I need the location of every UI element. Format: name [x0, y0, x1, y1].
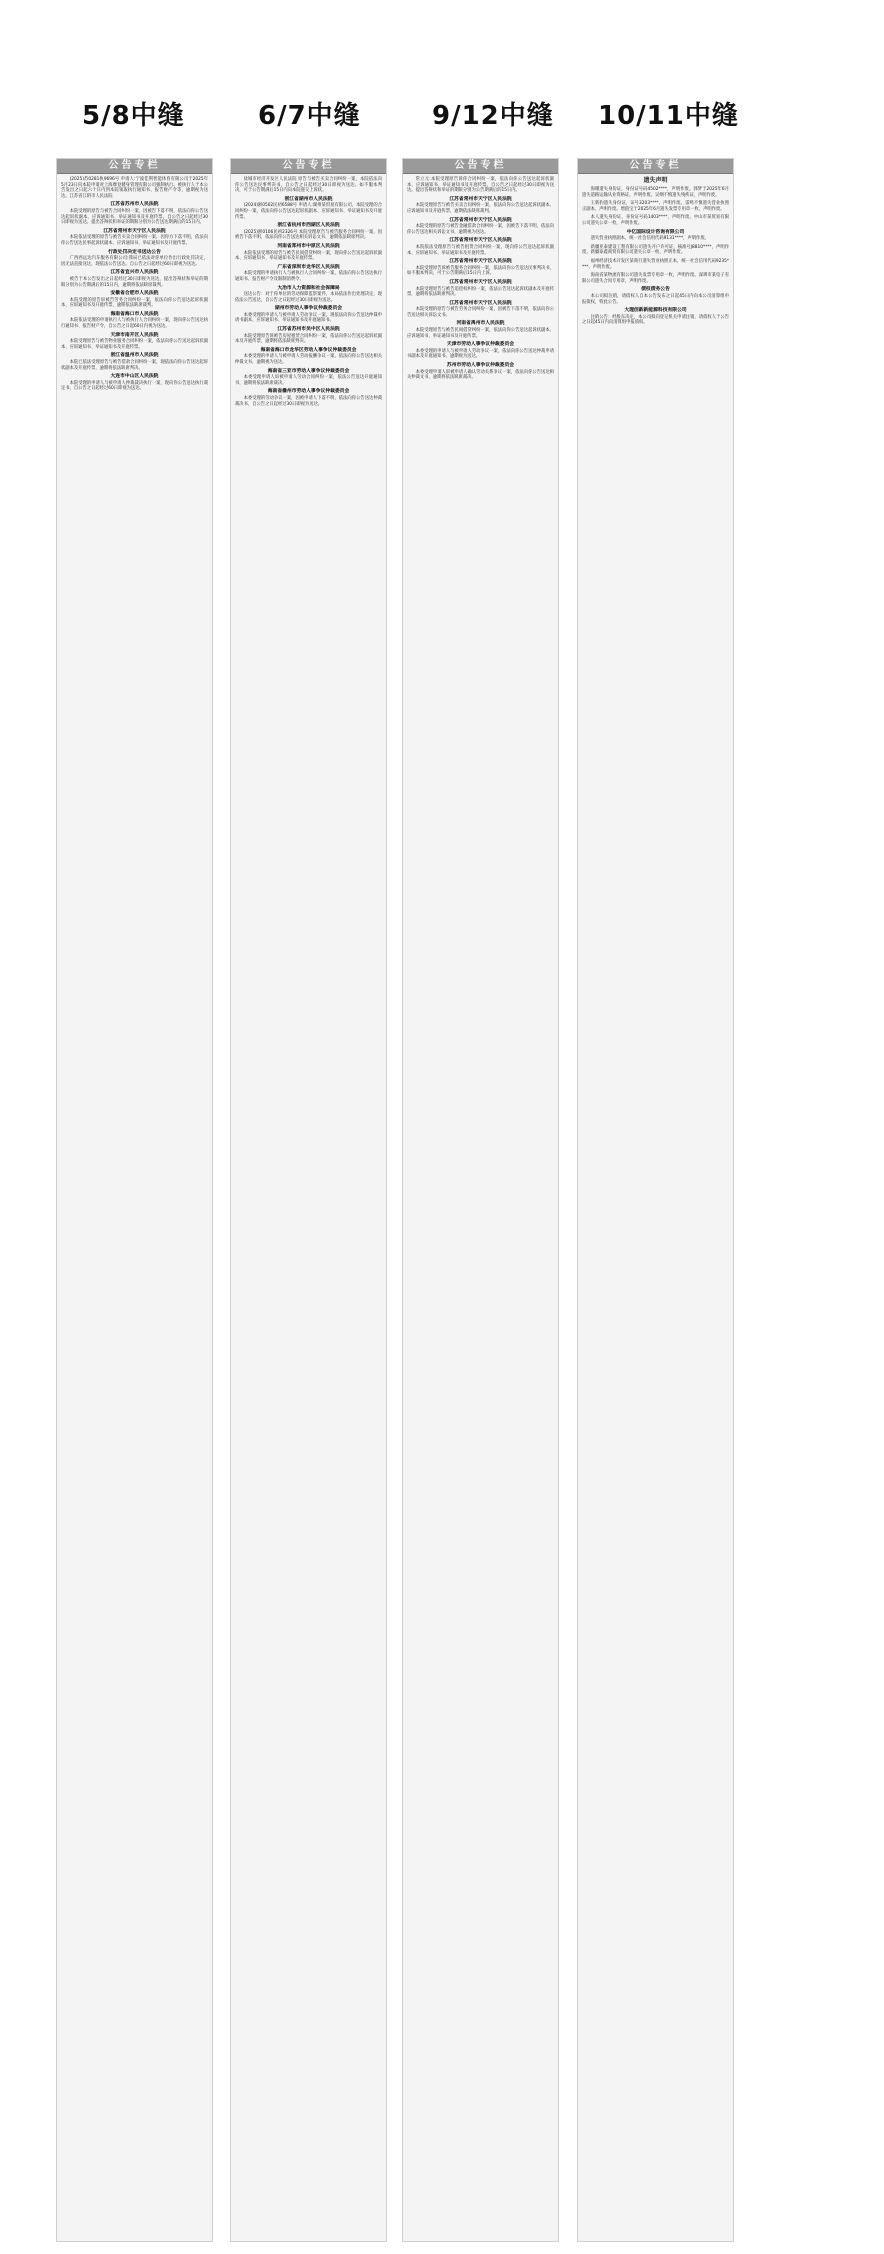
notice-item [407, 342, 554, 360]
notice-item [61, 374, 208, 392]
notice-item [407, 363, 554, 381]
notice-item [235, 265, 382, 283]
notice-text: 盐城市经济开发区人民法院 原告与被告买卖合同纠纷一案，本院依法向你公告送达民事判决书，自公告之日起经过30日即视为送达。如不服本判决，可于公告期满后15日内向本院递交上诉状。 [235, 177, 382, 194]
notice-title: 江苏省常州市天宁区人民法院 [449, 238, 512, 244]
notice-text: 本院依法受理的申请执行人与被执行人合同纠纷一案，现向你公告送达执行通知书、报告财产令，自公告之日起60日内视为送达。 [61, 318, 208, 330]
notice-item [61, 229, 208, 247]
notice-item [407, 238, 554, 256]
notice-text: 福州经济技术开发区某商行遗失营业执照正本，统一社会信用代码9235****，声明作废。 [582, 258, 729, 270]
notice-text: 本院受理的申请执行人与被执行人合同纠纷一案，依法向你公告送达执行通知书、报告财产令及限制消费令。 [235, 271, 382, 282]
notice-text: 本院受理的原告与被告合同纠纷一案，因被告下落不明，依法向你公告送达起诉状副本、应诉通知书、举证通知书及开庭传票。自公告之日起经过30日即视为送达。提出答辩状和举证的期限分别为公告送达期满后的15日内。 [61, 208, 208, 226]
notice-text: 王新豹遗失身份证，证号3203****，声明作废。雷鸣不慎遗失营业执照正副本，声明作废。增值宝于2025年6月遗失发票专用章一枚，声明作废。 [582, 201, 729, 212]
notice-item [61, 312, 208, 330]
notice-title: 天津市南开区人民法院 [110, 332, 159, 338]
notice-title: 江苏省苏州市吴中区人民法院 [277, 327, 340, 333]
notice-text: 注销公告：经股东决定，本公司拟向登记机关申请注销，请债权人于公告之日起45日内向清算组申报债权。 [582, 314, 729, 326]
column-header: 公告专栏 [578, 159, 733, 174]
notice-title: 苏州市劳动人事争议仲裁委员会 [446, 363, 515, 369]
notice-text: (2025)苏0281执9696号 申请人:宁波佳利智能体育有限公司于2025年5月23日向本院申请对上海摩登健身管理有限公司强制执行。被执行人于本公告发出之日起六十日内到本院领取执行通知书、报告财产令等，逾期视为送达。江苏省江阴市人民法院 [61, 177, 208, 199]
notice-item [235, 389, 382, 407]
notice-title: 江苏省苏州市人民法院 [110, 202, 159, 208]
notice-text: 常立元:本院受理原告诉你合同纠纷一案，依法向你公告送达起诉状副本、应诉通知书、举证通知书及开庭传票。自公告之日起经过30日即视为送达。提出答辩状和举证的期限分别为公告期满后的15日内。 [407, 177, 554, 194]
notice-column-6-7 [230, 158, 387, 2242]
declaration-heading: 遗失声明 [643, 177, 668, 184]
notice-text: 海南省某物流有限公司遗失发票专用章一枚，声明作废。深圳市某电子有限公司遗失合同专用章，声明作废。 [582, 273, 729, 284]
notice-title: 江苏省常州市天宁区人民法院 [449, 259, 512, 265]
notice-item [235, 197, 382, 220]
notice-text: 本院受理的原告与被告劳务合同纠纷一案，因被告下落不明，依法向你公告送达相关诉讼文书。 [407, 307, 554, 318]
notice-item [235, 244, 382, 262]
notice-column-5-8 [56, 158, 213, 2242]
notice-item [582, 230, 729, 242]
notice-item [582, 201, 729, 212]
notice-title: 江苏省常州市天宁区人民法院 [449, 300, 512, 306]
notice-item [407, 177, 554, 194]
notice-text: 被告于本公告发出之日起经过30日即视为送达，提出答辩状和举证的期限分别为公告期满后的15日内，逾期将依法缺席裁判。 [61, 276, 208, 288]
notice-item [61, 291, 208, 309]
column-title-5-8: 5/8中缝 [82, 101, 185, 131]
notice-item [235, 306, 382, 324]
notice-title: 浙江省温州市人民法院 [110, 353, 159, 359]
notice-item [61, 270, 208, 288]
notice-item [582, 308, 729, 326]
column-body [231, 174, 386, 413]
notice-title: 大理创新新能源科技有限公司 [624, 308, 687, 314]
notice-column-10-11 [577, 158, 734, 2242]
notice-title: 江苏省常州市天宁区人民法院 [449, 217, 512, 223]
notice-item [61, 333, 208, 351]
notice-title: 浙江省湖州市人民法院 [284, 196, 333, 202]
notice-title: 海南省海口市龙华区劳动人事争议仲裁委员会 [260, 347, 357, 353]
notice-item [582, 287, 729, 305]
notice-item [407, 321, 554, 339]
notice-item [407, 259, 554, 277]
notice-text: 本院受理原告与被告民间借贷纠纷一案，依法向你公告送达起诉状副本、应诉通知书、举证通知书及开庭传票。 [407, 328, 554, 339]
notice-text: 本院依法受理的原告与被告民间借贷纠纷一案，现向你公告送达起诉状副本、应诉通知书、举证通知书及开庭传票。 [235, 250, 382, 262]
notice-column-9-12 [402, 158, 559, 2242]
notice-text: 新疆亚泰建设工程有限公司遗失开户许可证，核准号J8810****，声明作废。新疆泰鑫商贸有限公司遗失公章一枚，声明作废。 [582, 244, 729, 256]
notice-text: (2024)浙0502民初6588号 申请人:湖州某贸易有限公司，本院受理的合同纠纷一案，依法向你公告送达起诉状副本、应诉通知书、举证通知书及开庭传票。 [235, 203, 382, 220]
notice-text: 本委受理申请人诉被申请人确认劳动关系争议一案，依法向你公告送达相关仲裁文书，逾期将依法缺席裁决。 [407, 369, 554, 381]
notice-title: 江苏省宜兴市人民法院 [110, 270, 159, 276]
notice-title: 天津市劳动人事争议仲裁委员会 [446, 342, 515, 348]
notice-title: 海南省海口市人民法院 [110, 311, 159, 317]
notice-title: 债权债务公告 [641, 287, 670, 293]
notice-item [235, 177, 382, 194]
notice-item [235, 369, 382, 387]
notice-item [235, 286, 382, 304]
column-body [403, 174, 558, 387]
notice-title: 安徽省合肥市人民法院 [110, 291, 159, 297]
notice-text: 本委受理的申请人与被申请人劳动争议一案，现依法向你公告送达仲裁申请书副本、应诉通知书、举证通知书及开庭通知书。 [235, 312, 382, 324]
notice-text: 本委受理的申请人与被申请人劳动争议一案，依法向你公告送达仲裁申请书副本及开庭通知书，逾期视为送达。 [407, 348, 554, 360]
notice-item [61, 202, 208, 225]
notice-text: 本院受理原告诉被告房屋租赁合同纠纷一案，依法向你公告送达起诉状副本及开庭传票，逾期将依法缺席判决。 [235, 333, 382, 345]
notice-item [235, 348, 382, 366]
notice-item [582, 273, 729, 284]
notice-item [582, 187, 729, 198]
notice-title: 海南省三亚市劳动人事争议仲裁委员会 [267, 368, 350, 374]
notice-text: 本委受理的劳动争议一案，因被申请人下落不明，依法向你公告送达仲裁裁决书，自公告之日起经过30日即视为送达。 [235, 396, 382, 407]
notice-text: 送达公告：对于你单位的劳动保障监察案件，本局依法作出处理决定，现依法公告送达，自公告之日起经过30日即视为送达。 [235, 292, 382, 303]
notice-text: 本院依法受理原告与被告租赁合同纠纷一案，现向你公告送达起诉状副本、应诉通知书、举证通知书及开庭传票。 [407, 244, 554, 256]
notice-item [582, 215, 729, 226]
notice-text: 海珊遗失身份证，身份证号码4502****，声明作废。郭梦于2025年6月遗失道路运输从业资格证，声明作废。吴纲不慎遗失残疾证，声明作废。 [582, 187, 729, 198]
notice-text: 本院受理原告与被告买卖合同纠纷一案，依法向你公告送达起诉状副本、应诉通知书及开庭传票，逾期依法缺席裁判。 [407, 203, 554, 214]
notice-text: 本院受理原告与被告追偿权纠纷一案，依法公告送达起诉状副本及开庭传票，逾期将依法缺席判决。 [407, 286, 554, 298]
notice-title: 浙江省杭州市西湖区人民法院 [277, 223, 340, 229]
notice-text: 本院受理的原告诉被告劳务合同纠纷一案，依法向你公告送达起诉状副本、应诉通知书及开庭传票，逾期依法缺席裁判。 [61, 297, 208, 309]
notice-title: 河南省郑州市中原区人民法院 [277, 243, 340, 249]
notice-item [235, 327, 382, 345]
column-title-6-7: 6/7中缝 [258, 101, 361, 131]
notice-item [582, 245, 729, 256]
column-header: 公告专栏 [403, 159, 558, 174]
notice-text: 本院受理的原告与被告金融借款合同纠纷一案，因被告下落不明，依法向你公告送达相关诉讼文书，逾期视为送达。 [407, 224, 554, 235]
notice-item [235, 223, 382, 241]
notice-text: 本院已依法受理原告与被告借款合同纠纷一案，现依法向你公告送达起诉状副本及开庭传票，逾期将依法缺席判决。 [61, 360, 208, 371]
notice-text: 广西西远达汽车服务有限公司:我局已依法对你单位作出行政处罚决定，因无法直接送达，现依法公告送达。自公告之日起经过60日即视为送达。 [61, 256, 208, 267]
column-header: 公告专栏 [57, 159, 212, 174]
column-title-9-12: 9/12中缝 [432, 101, 554, 131]
notice-text: 遗失营业执照副本，统一社会信用代码9131****，声明作废。 [590, 236, 709, 242]
column-header: 公告专栏 [231, 159, 386, 174]
notice-title: 中亿国际设计咨询有限公司 [626, 229, 685, 235]
notice-text: 本委受理的申请人与被申请人劳动报酬争议一案，依法向你公告送达相关仲裁文书，逾期视为送达。 [235, 354, 382, 366]
notice-text: 本委受理申请人诉被申请人劳动合同纠纷一案，依法公告送达开庭通知书，逾期将依法缺席裁决。 [235, 375, 382, 386]
notice-title: 大连市中山区人民法院 [110, 374, 159, 380]
notice-title: 江苏省常州市天宁区人民法院 [449, 279, 512, 285]
notice-item [582, 259, 729, 270]
notice-item [407, 301, 554, 319]
notice-text: 本院依法受理的原告与被告买卖合同纠纷一案，因你方下落不明，依法向你公告送达民事起诉状副本、应诉通知书、举证通知书及开庭传票。 [61, 235, 208, 246]
notice-item [61, 177, 208, 199]
notice-title: 江苏省常州市天宁区人民法院 [449, 196, 512, 202]
notice-title: 江苏省常州市天宁区人民法院 [103, 228, 166, 234]
column-body [57, 174, 212, 398]
notice-text: 本人遗失身份证，身份证号码1403****，声明作废。中山市某贸易有限公司遗失公章一枚，声明作废。 [582, 215, 729, 226]
notice-title: 广东省深圳市龙华区人民法院 [277, 264, 340, 270]
notice-title: 海南省儋州市劳动人事争议仲裁委员会 [267, 389, 350, 395]
notice-title: 湖州市劳动人事争议仲裁委员会 [274, 306, 343, 312]
notice-item [61, 250, 208, 268]
notice-text: (2025)浙0106民初2326号 本院受理原告与被告服务合同纠纷一案，因被告下落不明，依法向你公告送达相关诉讼文书，逾期依法缺席判决。 [235, 229, 382, 241]
notice-title: 行政处罚决定书送达公告 [108, 249, 161, 255]
notice-text: 本院受理原告与被告物业服务合同纠纷一案，依法向你公告送达起诉状副本、应诉通知书、举证通知书及开庭传票。 [61, 339, 208, 350]
notice-text: 本院受理原告诉被告服务合同纠纷一案，依法向你公告送达民事判决书，如不服本判决，可于公告期满后15日内上诉。 [407, 265, 554, 277]
column-title-10-11: 10/11中缝 [598, 101, 739, 131]
notice-text: 本公司拟注销，请债权人自本公告发布之日起45日内向本公司清算组申报债权，特此公告。 [582, 293, 729, 305]
notice-item [407, 197, 554, 215]
notice-title: 大冶市人力资源和社会保障局 [277, 285, 340, 291]
notice-item [61, 353, 208, 371]
notice-text: 本院受理的申请人与被申请人仲裁裁决执行一案，现向你公告送达执行裁定书，自公告之日起经过60日即视为送达。 [61, 380, 208, 392]
notice-item [407, 218, 554, 236]
column-body [578, 174, 733, 332]
notice-title: 河南省禹州市人民法院 [456, 321, 505, 327]
notice-item [407, 280, 554, 298]
